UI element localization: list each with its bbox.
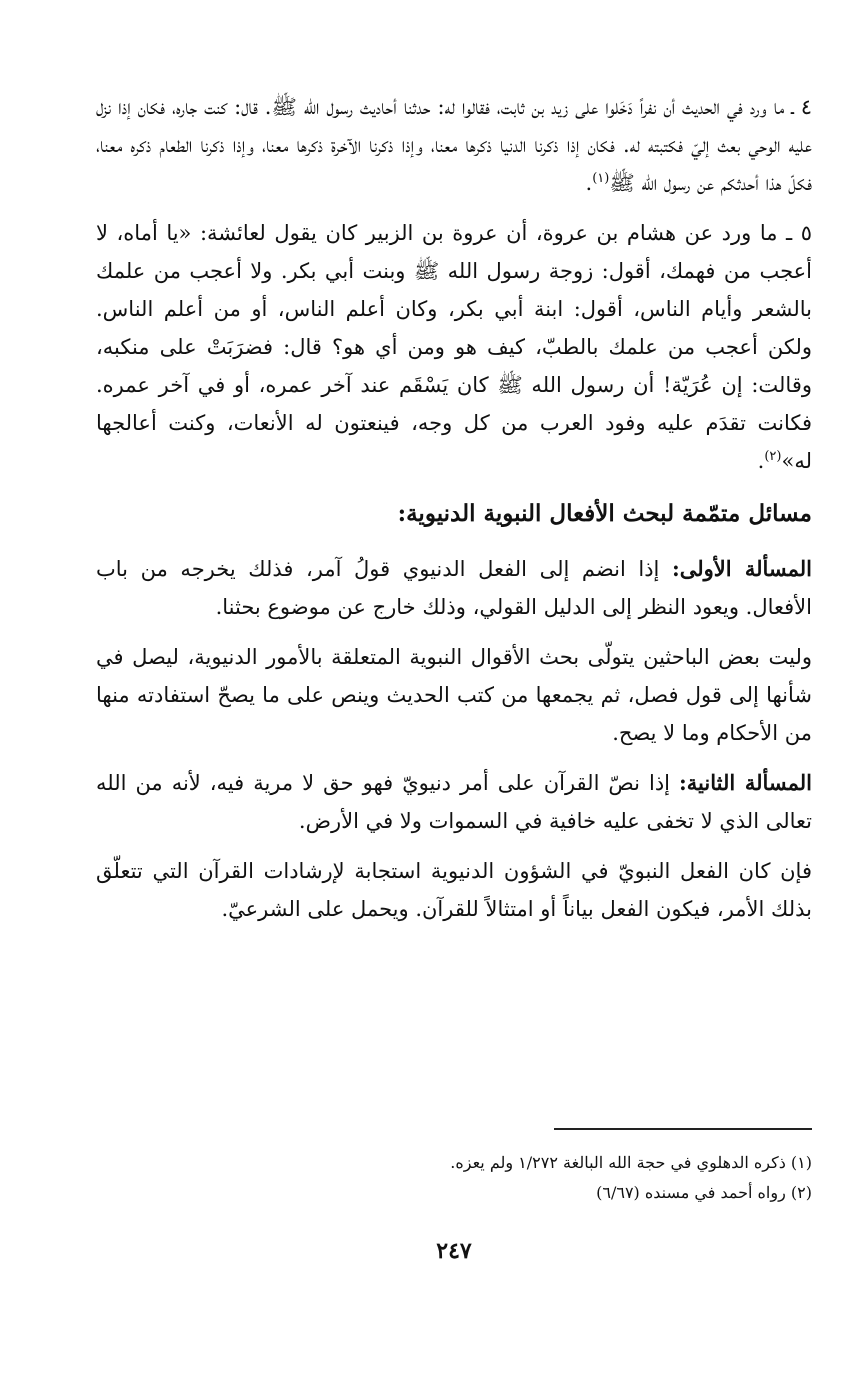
footnote-1: (١) ذكره الدهلوي في حجة الله البالغة ١/٢٧٢ ولم يعزه. bbox=[450, 1153, 812, 1172]
paragraph-text: وليت بعض الباحثين يتولّى بحث الأقوال النبوية المتعلقة بالأمور الدنيوية، ليصل في شأنها إلى قول فصل، ثم يجمعها من كتب الحديث وينص على ما يصحّ استفادته منها من الأحكام وما لا يصح. bbox=[96, 645, 812, 745]
paragraph-text: إذا انضم إلى الفعل الدنيوي قولُ آمر، فذلك يخرجه من باب الأفعال. ويعود النظر إلى الدليل القولي، وذلك خارج عن موضوع بحثنا. bbox=[96, 557, 812, 619]
page-number: ٢٤٧ bbox=[436, 1238, 472, 1264]
paragraph-text: ٥ ـ ما ورد عن هشام بن عروة، أن عروة بن الزبير كان يقول لعائشة: «يا أماه، لا أعجب من فهمك، أقول: زوجة رسول الله ﷺ وبنت أبي بكر. ولا أعجب من علمك بالشعر وأيام الناس، أقول: ابنة أبي بكر، وكان أعلم الناس، أو من أعلم الناس. ولكن أعجب من علمك بالطبّ، كيف هو ومن أي هو؟ قال: فضرَبَتْ على منكبه، وقالت: إن عُرَيّة! أن رسول الله ﷺ كان يَسْقَم عند آخر عمره، أو في آخر عمره. فكانت تقدَم عليه وفود العرب من كل وجه، فينعتون له الأنعات، وكنت أعالجها له» bbox=[96, 221, 812, 473]
issue-label: المسألة الثانية: bbox=[679, 770, 812, 795]
book-page bbox=[96, 88, 812, 1348]
section-heading: مسائل متمّمة لبحث الأفعال النبوية الدنيوية: bbox=[397, 500, 812, 527]
footnote-ref-1: (١) bbox=[592, 171, 610, 186]
paragraph-text: إذا نصّ القرآن على أمر دنيويّ فهو حق لا مرية فيه، لأنه من الله تعالى الذي لا تخفى عليه خافية في السموات ولا في الأرض. bbox=[96, 771, 812, 833]
footnote-2: (٢) رواه أحمد في مسنده (٦/٦٧) bbox=[596, 1183, 812, 1202]
paragraph-researchers bbox=[96, 638, 812, 752]
paragraph-issue-two bbox=[96, 764, 812, 840]
paragraph-issue-one bbox=[96, 550, 812, 626]
paragraph-text: فإن كان الفعل النبويّ في الشؤون الدنيوية استجابة لإرشادات القرآن التي تتعلّق بذلك الأمر، فيكون الفعل بياناً أو امتثالاً للقرآن. ويحمل على الشرعيّ. bbox=[96, 859, 812, 921]
footnotes bbox=[96, 1148, 812, 1208]
paragraph-text: ٤ ـ ما ورد في الحديث أن نفراً دَخَلوا على زيد بن ثابت، فقالوا له: حدثنا أحاديث رسول الله ﷺ. قال: كنت جاره، فكان إذا نزل عليه الوحي بعث إليّ فكتبته له. فكان إذا ذكرنا الدنيا ذكرها معنا، وإذا ذكرنا الآخرة ذكرها معنا، وإذا ذكرنا الطعام ذكره معنا، فكلّ هذا أحدثكم عن رسول الله ﷺ bbox=[96, 95, 812, 195]
issue-label: المسألة الأولى: bbox=[672, 556, 812, 581]
paragraph-quran-guidance bbox=[96, 852, 812, 928]
paragraph-5-urwa bbox=[96, 214, 812, 480]
paragraph-4-zayd bbox=[96, 88, 812, 202]
footnote-ref-2: (٢) bbox=[764, 449, 782, 464]
paragraph-end: . bbox=[757, 449, 765, 473]
paragraph-end: . bbox=[585, 171, 593, 195]
footnote-divider bbox=[554, 1128, 812, 1130]
